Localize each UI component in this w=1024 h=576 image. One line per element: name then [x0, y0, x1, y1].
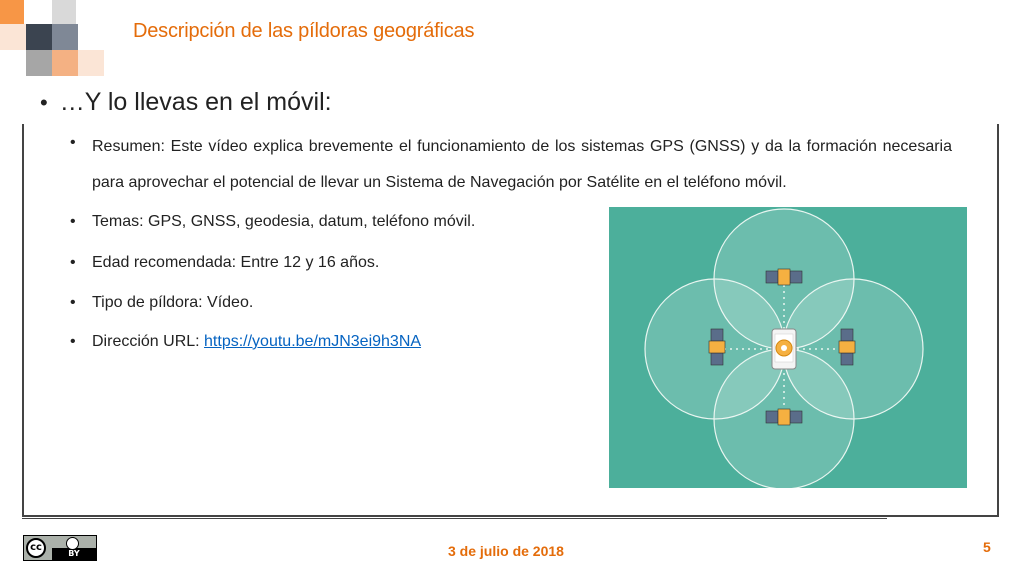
deco-square: [26, 50, 52, 76]
list-item: [70, 133, 952, 201]
deco-square: [52, 24, 78, 50]
slide-title: Descripción de las píldoras geográficas: [133, 20, 475, 42]
satellite-positioning-illustration: [609, 207, 967, 488]
page-number: 5: [983, 539, 991, 555]
type-text: Tipo de píldora: Vídeo.: [92, 294, 254, 311]
deco-square: [26, 24, 52, 50]
list-item: [70, 212, 475, 233]
footer-date: 3 de julio de 2018: [448, 543, 564, 559]
satellite-icon: [839, 329, 855, 365]
list-item: [70, 253, 379, 274]
deco-square: [0, 24, 26, 50]
satellite-icon: [766, 409, 802, 425]
deco-square: [78, 50, 104, 76]
url-label: Dirección URL:: [92, 333, 205, 350]
video-link[interactable]: https://youtu.be/mJN3ei9h3NA: [204, 333, 422, 350]
summary-text: Resumen: Este vídeo explica brevemente el funcionamiento de los sistemas GPS (GNSS) y da la formación necesaria para aprovechar el potencial de llevar un Sistema de Navegación por Satélite en el teléfono móvil.: [92, 138, 952, 191]
bullet-icon: •: [70, 254, 76, 271]
bullet-icon: •: [70, 213, 76, 230]
satellite-icon: [709, 329, 725, 365]
main-bullet: [40, 88, 332, 117]
license-by-text: BY: [68, 549, 80, 558]
age-text: Edad recomendada: Entre 12 y 16 años.: [92, 254, 380, 271]
list-item: [70, 293, 253, 314]
bullet-icon: •: [40, 89, 48, 115]
deco-square: [0, 0, 24, 24]
url-line: [92, 332, 421, 353]
bullet-icon: •: [70, 134, 76, 151]
cc-circle-icon: cc: [26, 538, 46, 558]
bullet-icon: •: [70, 333, 76, 350]
main-bullet-text: …Y lo llevas en el móvil:: [59, 88, 332, 116]
deco-square: [52, 0, 76, 24]
footer-divider: [22, 518, 887, 519]
satellite-icon: [766, 269, 802, 285]
topics-text: Temas: GPS, GNSS, geodesia, datum, teléfono móvil.: [92, 213, 476, 230]
phone-icon: [772, 329, 796, 369]
creative-commons-by-icon: [23, 535, 97, 561]
bullet-icon: •: [70, 294, 76, 311]
list-item: [70, 332, 421, 353]
deco-square: [52, 50, 78, 76]
